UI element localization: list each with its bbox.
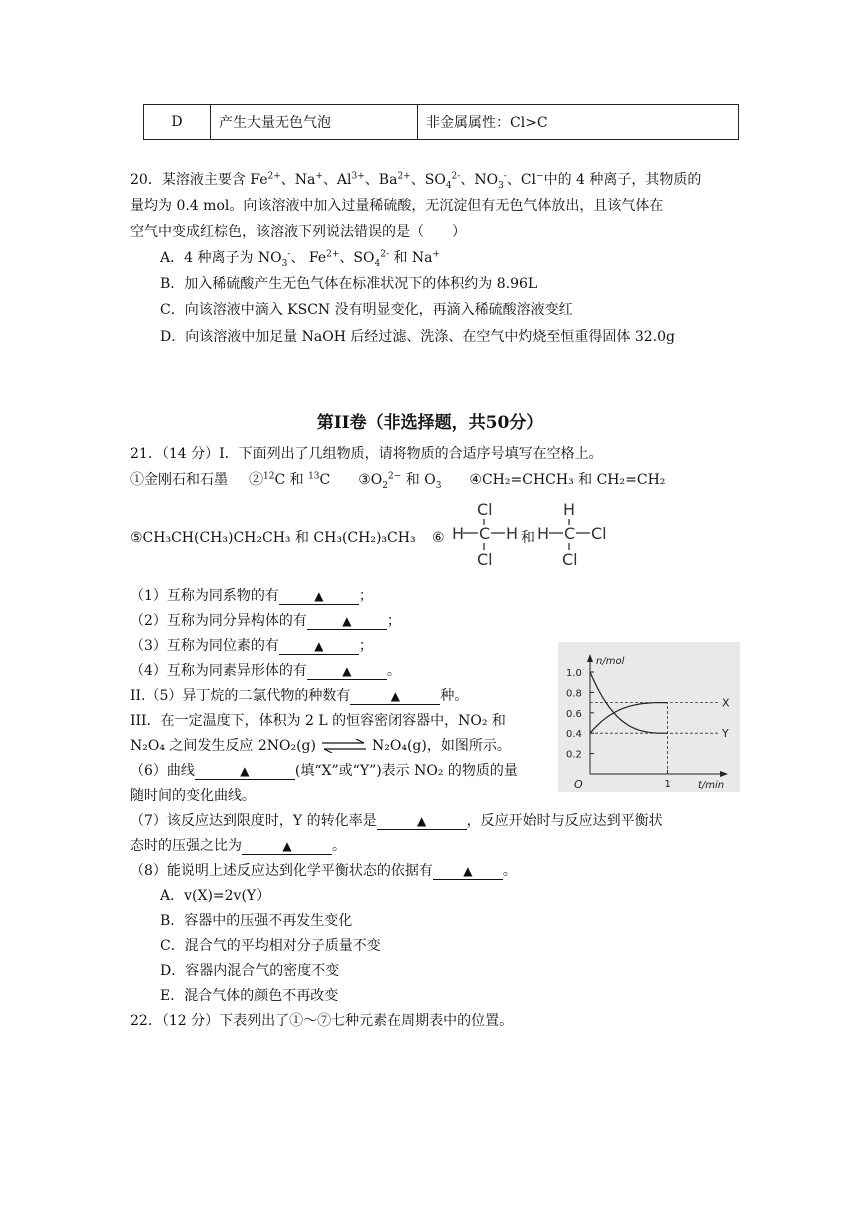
q21-option-b: B．容器中的压强不再发生变化 xyxy=(160,913,353,929)
origin-label: O xyxy=(574,778,583,791)
q21-item6-label: ⑥ xyxy=(432,530,445,546)
q21-part3: （3）互称为同位素的有 ▲ ； xyxy=(130,638,373,654)
series-y-label: Y xyxy=(722,727,729,741)
q20-option-b: B．加入稀硫酸产生无色气体在标准状况下的体积约为 8.96L xyxy=(160,276,538,292)
q21-option-c: C．混合气的平均相对分子质量不变 xyxy=(160,938,381,954)
x-tick-label: 1 xyxy=(664,779,671,790)
q21-item5: ⑤CH₃CH(CH₃)CH₂CH₃ 和 CH₃(CH₂)₃CH₃ xyxy=(130,530,416,546)
q21-part1: （1）互称为同系物的有 ▲ ； xyxy=(130,588,373,604)
q20-stem-line3: 空气中变成红棕色，该溶液下列说法错误的是（ ） xyxy=(130,224,466,240)
equilibrium-arrow-icon xyxy=(320,739,368,753)
q21-option-a: A．v(X)=2v(Y） xyxy=(160,888,271,904)
q21-part7: （7）该反应达到限度时，Y 的转化率是 ▲ ，反应开始时与反应达到平衡状 xyxy=(130,813,663,829)
q21-part7-cont: 态时的压强之比为 ▲ 。 xyxy=(130,838,346,854)
y-tick-label: 0.6 xyxy=(566,708,582,720)
q21-part6-cont: 随时间的变化曲线。 xyxy=(130,788,256,804)
q20-stem-line2: 量均为 0.4 mol。向该溶液中加入过量稀硫酸，无沉淀但有无色气体放出，且该气体在 xyxy=(130,198,664,214)
q21-head: 21．（14 分）I．下面列出了几组物质，请将物质的合适序号填写在空格上。 xyxy=(130,446,603,462)
result-table xyxy=(143,104,739,140)
q21-part8: （8）能说明上述反应达到化学平衡状态的依据有 ▲ 。 xyxy=(130,863,517,879)
x-axis-label: t/min xyxy=(698,780,725,791)
q21-reaction-line: N₂O₄ 之间发生反应 2NO₂(g) N₂O₄(g)，如图所示。 xyxy=(130,738,511,754)
y-tick-label: 0.8 xyxy=(566,688,582,700)
table-row xyxy=(144,105,739,140)
q20-stem-line1: 20．某溶液主要含 $Fe^{2+}$、Na+、$Al^{3+}$、$Ba^{2+}$、$SO_4^{2-}$、$NO_3^-$、Cl−中的 4 种离子，其物质的 xyxy=(130,171,702,191)
q21-option-e: E．混合气体的颜色不再改变 xyxy=(160,988,339,1004)
mole-time-chart xyxy=(558,642,740,792)
q20-option-a: A．4 种离子为 $NO_3^-$、 $Fe^{2+}$、$SO_4^{2-}$ 和 Na+ xyxy=(160,249,441,269)
q21-part6: （6）曲线 ▲ (填“X”或“Y”)表示 NO₂ 的物质的量 xyxy=(130,763,518,779)
q21-part6-intro: III．在一定温度下，体积为 2 L 的恒容密闭容器中，NO₂ 和 xyxy=(130,713,506,729)
row-conclusion: 非金属属性：Cl>C xyxy=(418,105,739,140)
row-label: D xyxy=(144,105,211,140)
section-title: 第II卷（非选择题，共50分） xyxy=(316,413,544,433)
y-tick-label: 0.2 xyxy=(566,749,582,761)
q20-option-d: D．向该溶液中加足量 NaOH 后经过滤、洗涤、在空气中灼烧至恒重得固体 32.0g xyxy=(160,329,675,345)
q21-items-row1: ①金刚石和石墨 ②$^{12}$C 和 $^{13}$C $③O_2^{2-}$ 和 $O_3$ ④CH₂=CHCH₃ 和 CH₂=CH₂ xyxy=(130,471,666,491)
y-tick-label: 1.0 xyxy=(566,668,582,679)
y-tick-label: 0.4 xyxy=(566,729,582,741)
q21-part2: （2）互称为同分异构体的有 ▲ ； xyxy=(130,613,401,629)
q20-option-c: C．向该溶液中滴入 KSCN 没有明显变化，再滴入稀硫酸溶液变红 xyxy=(160,302,573,318)
row-phenomenon: 产生大量无色气泡 xyxy=(211,105,418,140)
q21-option-d: D．容器内混合气的密度不变 xyxy=(160,963,340,979)
series-x-label: X xyxy=(722,696,730,710)
q21-part5: II.（5）异丁烷的二氯代物的种数有 ▲ 种。 xyxy=(130,688,469,704)
q22-head: 22．（12 分）下表列出了①～⑦七种元素在周期表中的位置。 xyxy=(130,1013,514,1029)
y-axis-label: n/mol xyxy=(596,656,625,667)
q21-item6-and: 和 xyxy=(521,530,535,546)
q21-part4: （4）互称为同素异形体的有 ▲ 。 xyxy=(130,663,401,679)
